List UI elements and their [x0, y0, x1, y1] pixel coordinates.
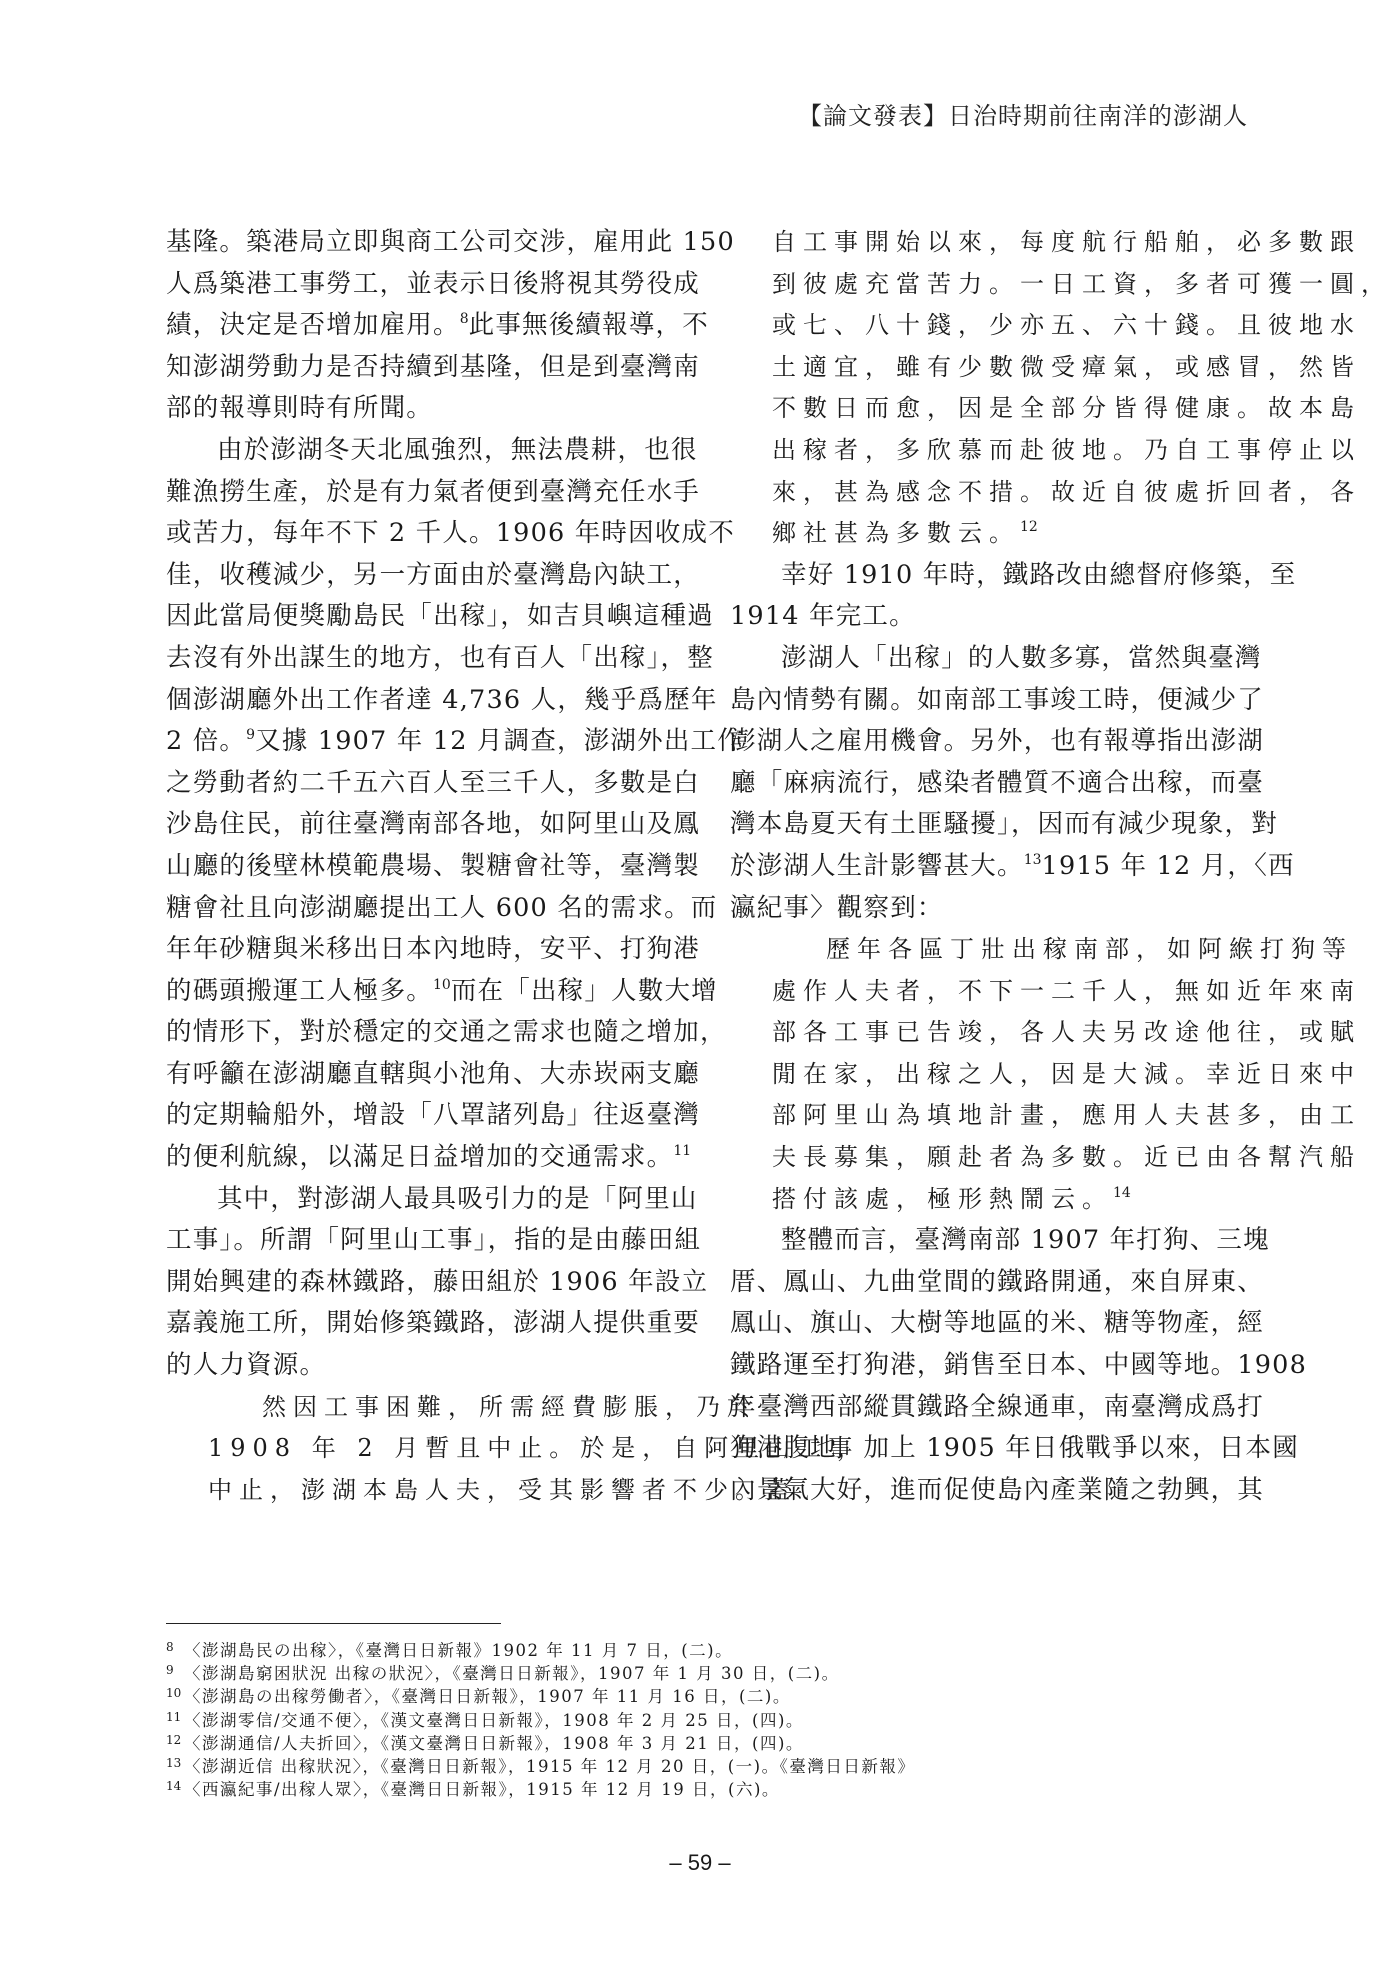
text-line — [166, 846, 701, 888]
right-column — [730, 222, 1392, 1511]
text-line — [166, 1054, 701, 1096]
line-text: 然因工事困難，所需經費膨脹，乃於 — [262, 1392, 758, 1421]
line-text: 或苦力，每年不下 2 千人。1906 年時因收成不 — [166, 518, 735, 549]
line-text: 幸好 1910 年時，鐵路改由總督府修築，至 — [781, 559, 1297, 590]
text-line — [730, 846, 1295, 888]
quote-line — [730, 929, 1353, 971]
text-line — [730, 1345, 1307, 1387]
text-line — [166, 264, 701, 306]
text-line — [166, 680, 718, 722]
text-line — [166, 804, 701, 846]
line-text: 年臺灣西部縱貫鐵路全線通車，南臺灣成爲打 — [730, 1391, 1265, 1422]
text-line — [166, 1220, 702, 1262]
quote-line — [730, 971, 1361, 1013]
line-text: 鄉社甚為多數云。 — [772, 519, 1020, 548]
line-text: 閒在家，出稼之人，因是大減。幸近日來中 — [772, 1059, 1361, 1088]
text-line — [730, 1387, 1265, 1429]
footnote-text: 〈西瀛紀事/出稼人眾〉，《臺灣日日新報》，1915 年 12 月 19 日，(六)。 — [184, 1780, 780, 1800]
text-line — [730, 555, 1297, 597]
line-text: 沙島住民，前往臺灣南部各地，如阿里山及鳳 — [166, 809, 701, 840]
text-line — [730, 804, 1278, 846]
quote-line — [730, 1179, 1262, 1221]
running-header: 【論文發表】日治時期前往南洋的澎湖人 — [798, 102, 1248, 130]
quote-line — [730, 430, 1361, 472]
line-text: 工事」。所謂「阿里山工事」，指的是由藤田組 — [166, 1225, 702, 1256]
line-text: 到彼處充當苦力。一日工資，多者可獲一圓， — [772, 269, 1392, 298]
footnote-9 — [166, 1659, 1266, 1682]
line-text: 知澎湖勞動力是否持續到基隆，但是到臺灣南 — [166, 351, 701, 382]
line-text: 歷年各區丁壯出稼南部，如阿緱打狗等 — [826, 935, 1353, 964]
line-text: 部的報導則時有所聞。 — [166, 393, 434, 424]
text-line — [166, 1345, 698, 1387]
text-line — [730, 1262, 1265, 1304]
line-text: 的便利航線，以滿足日益增加的交通需求。 — [166, 1142, 674, 1173]
footnote-number: 14 — [166, 1779, 182, 1794]
text-line — [730, 680, 1265, 722]
text-line — [166, 1262, 709, 1304]
quote-line — [730, 1137, 1361, 1179]
text-line — [166, 1179, 698, 1221]
footnote-14 — [166, 1775, 1266, 1798]
footnote-ref[interactable]: 14 — [1113, 1184, 1131, 1201]
line-text: 去沒有外出謀生的地方，也有百人「出稼」，整 — [166, 642, 714, 673]
footnote-number: 10 — [166, 1686, 182, 1701]
footnote-ref[interactable]: 12 — [1020, 519, 1038, 536]
text-line — [166, 1303, 701, 1345]
text-line — [166, 347, 701, 389]
footnote-text: 〈澎湖島の出稼勞働者〉，《臺灣日日新報》，1907 年 11 月 16 日，(二)。 — [184, 1687, 791, 1707]
footnote-8 — [166, 1636, 1266, 1659]
line-text: 中止，澎湖本島人夫，受其影響者不少。蓋 — [208, 1475, 797, 1504]
line-text: 此事無後續報導，不 — [468, 310, 709, 341]
text-line — [166, 388, 698, 430]
footnote-text: 〈澎湖零信/交通不便〉，《漢文臺灣日日新報》，1908 年 2 月 25 日，(四)。 — [184, 1710, 804, 1730]
quote-line — [730, 1095, 1361, 1137]
line-text: 又據 1907 年 12 月調查，澎湖外出工作 — [255, 726, 744, 757]
line-text: 個澎湖廳外出工作者達 4,736 人，幾乎爲歷年 — [166, 684, 718, 715]
footnote-text: 〈澎湖島民の出稼〉，《臺灣日日新報》1902 年 11 月 7 日，(二)。 — [184, 1641, 734, 1660]
line-text: 廳「麻病流行，感染者體質不適合出稼，而臺 — [730, 767, 1265, 798]
text-line — [730, 1428, 1299, 1470]
text-line — [730, 763, 1265, 805]
line-text: 有呼籲在澎湖廳直轄與小池角、大赤崁兩支廳 — [166, 1058, 701, 1089]
text-line — [730, 721, 1265, 763]
line-text: 嘉義施工所，開始修築鐵路，澎湖人提供重要 — [166, 1308, 701, 1339]
line-text: 佳，收穫減少，另一方面由於臺灣島內缺工， — [166, 559, 701, 590]
text-line — [166, 721, 744, 763]
text-line — [730, 1470, 1265, 1512]
line-text: 處作人夫者，不下一二千人，無如近年來南 — [772, 976, 1361, 1005]
line-text: 整體而言，臺灣南部 1907 年打狗、三塊 — [781, 1225, 1270, 1256]
line-text: 1914 年完工。 — [730, 601, 916, 632]
footnotes — [166, 1636, 1266, 1798]
quote-line — [730, 264, 1392, 306]
footnote-text: 〈澎湖通信/人夫折回〉，《漢文臺灣日日新報》，1908 年 3 月 21 日，(四)。 — [184, 1733, 804, 1753]
line-text: 年年砂糖與米移出日本內地時，安平、打狗港 — [166, 934, 701, 965]
right-body-text-1 — [730, 555, 1297, 929]
line-text: 的定期輪船外，增設「八罩諸列島」往返臺灣 — [166, 1100, 701, 1131]
text-line — [166, 971, 718, 1013]
quote-line — [730, 388, 1361, 430]
line-text: 因此當局便獎勵島民「出稼」，如吉貝嶼這種過 — [166, 601, 714, 632]
text-line — [166, 638, 714, 680]
line-text: 難漁撈生產，於是有力氣者便到臺灣充任水手 — [166, 476, 701, 507]
footnote-separator — [166, 1623, 501, 1624]
footnote-number: 12 — [166, 1732, 182, 1747]
line-text: 於澎湖人生計影響甚大。 — [730, 850, 1024, 881]
quote-line — [730, 1012, 1361, 1054]
left-body-text — [166, 222, 744, 1387]
line-text: 不數日而愈，因是全部分皆得健康。故本島 — [772, 394, 1361, 423]
text-line — [166, 305, 709, 347]
footnote-ref[interactable]: 11 — [673, 1143, 692, 1160]
line-text: 土適宜，雖有少數微受瘴氣，或感冒，然皆 — [772, 352, 1361, 381]
text-line — [730, 1303, 1265, 1345]
quote-line — [730, 513, 1262, 555]
right-body-text-2 — [730, 1220, 1307, 1511]
line-text: 自工事開始以來，每度航行船舶，必多數跟 — [772, 228, 1361, 256]
quote-line — [166, 1470, 797, 1512]
line-text: 開始興建的森林鐵路，藤田組於 1906 年設立 — [166, 1266, 709, 1297]
line-text: 由於澎湖冬天北風強烈，無法農耕，也很 — [217, 434, 698, 465]
right-block-quote-2 — [730, 929, 1361, 1220]
line-text: 狗港腹地，加上 1905 年日俄戰爭以來，日本國 — [730, 1433, 1299, 1464]
footnote-number: 8 — [166, 1640, 174, 1654]
text-line — [730, 638, 1262, 680]
footnote-text: 〈澎湖近信 出稼狀況〉，《臺灣日日新報》，1915 年 12 月 20 日，(一)。《臺灣日日新報》 — [184, 1756, 916, 1776]
line-text: 島內情勢有關。如南部工事竣工時，便減少了 — [730, 684, 1265, 715]
text-line — [166, 1012, 727, 1054]
footnote-ref[interactable]: 8 — [459, 311, 469, 328]
footnote-11 — [166, 1706, 1266, 1729]
left-block-quote — [166, 1387, 860, 1512]
footnote-ref[interactable]: 10 — [433, 976, 451, 993]
line-text: 人爲築港工事勞工，並表示日後將視其勞役成 — [166, 268, 701, 299]
line-text: 1908 年 2 月暫且中止。於是，自阿里山工事 — [208, 1434, 860, 1463]
text-line — [166, 596, 714, 638]
quote-line — [730, 472, 1361, 514]
quote-line — [166, 1387, 758, 1429]
line-text: 內景氣大好，進而促使島內產業隨之勃興，其 — [730, 1474, 1265, 1505]
line-text: 其中，對澎湖人最具吸引力的是「阿里山 — [217, 1183, 698, 1214]
text-line — [166, 222, 735, 264]
line-text: 鳳山、旗山、大樹等地區的米、糖等物產，經 — [730, 1308, 1265, 1339]
line-text: 績，決定是否增加雇用。 — [166, 310, 460, 341]
footnote-number: 9 — [166, 1663, 174, 1678]
line-text: 搭付該處，極形熱鬧云。 — [772, 1184, 1113, 1213]
line-text: 部阿里山為填地計畫，應用人夫甚多，由工 — [772, 1101, 1361, 1130]
footnote-13 — [166, 1752, 1266, 1775]
text-line — [166, 1095, 701, 1137]
text-line — [166, 763, 701, 805]
line-text: 的人力資源。 — [166, 1350, 327, 1381]
line-text: 灣本島夏天有土匪騷擾」，因而有減少現象，對 — [730, 809, 1278, 840]
text-line — [166, 1137, 698, 1179]
quote-line — [730, 222, 1361, 264]
quote-line — [730, 347, 1361, 389]
footnote-ref[interactable]: 13 — [1023, 851, 1042, 868]
line-text: 糖會社且向澎湖廳提出工人 600 名的需求。而 — [166, 892, 718, 923]
line-text: 基隆。築港局立即與商工公司交涉，雇用此 150 — [166, 227, 735, 257]
footnote-10 — [166, 1682, 1266, 1705]
line-text: 2 倍。 — [166, 726, 247, 757]
text-line — [730, 1220, 1270, 1262]
quote-line — [730, 305, 1361, 347]
line-text: 而在「出稼」人數大增 — [450, 975, 718, 1006]
line-text: 或七、八十錢，少亦五、六十錢。且彼地水 — [772, 311, 1361, 340]
text-line — [166, 888, 718, 930]
text-line — [730, 596, 1262, 638]
text-line — [166, 555, 701, 597]
line-text: 澎湖人之雇用機會。另外，也有報導指出澎湖 — [730, 726, 1265, 757]
line-text: 的碼頭搬運工人極多。 — [166, 975, 434, 1006]
line-text: 山廳的後壁林模範農場、製糖會社等，臺灣製 — [166, 850, 701, 881]
line-text: 部各工事已告竣，各人夫另改途他往，或賦 — [772, 1018, 1361, 1047]
line-text: 來，甚為感念不措。故近自彼處折回者，各 — [772, 477, 1361, 506]
right-block-quote-1 — [730, 222, 1392, 555]
line-text: 夫長募集，願赴者為多數。近已由各幫汽船 — [772, 1143, 1361, 1172]
line-text: 厝、鳳山、九曲堂間的鐵路開通，來自屏東、 — [730, 1266, 1265, 1297]
footnote-number: 11 — [166, 1709, 182, 1724]
line-text: 1915 年 12 月，〈西 — [1041, 850, 1295, 881]
line-text: 的情形下，對於穩定的交通之需求也隨之增加， — [166, 1017, 727, 1048]
line-text: 瀛紀事〉觀察到： — [730, 892, 944, 923]
footnote-12 — [166, 1729, 1266, 1752]
footnote-number: 13 — [166, 1755, 182, 1770]
text-line — [166, 472, 701, 514]
page-number: – 59 – — [669, 1850, 731, 1875]
quote-line — [166, 1428, 860, 1470]
footnote-text: 〈澎湖島窮困狀況 出稼の狀況〉，《臺灣日日新報》，1907 年 1 月 30 日，(二)。 — [184, 1664, 840, 1684]
line-text: 鐵路運至打狗港，銷售至日本、中國等地。1908 — [730, 1350, 1307, 1381]
line-text: 出稼者，多欣慕而赴彼地。乃自工事停止以 — [772, 435, 1361, 464]
text-line — [166, 929, 701, 971]
footnote-ref[interactable]: 9 — [246, 727, 256, 744]
quote-line — [730, 1054, 1361, 1096]
line-text: 之勞動者約二千五六百人至三千人，多數是白 — [166, 767, 701, 798]
text-line — [166, 430, 698, 472]
line-text: 澎湖人「出稼」的人數多寡，當然與臺灣 — [781, 642, 1262, 673]
text-line — [730, 888, 1262, 930]
text-line — [166, 513, 735, 555]
